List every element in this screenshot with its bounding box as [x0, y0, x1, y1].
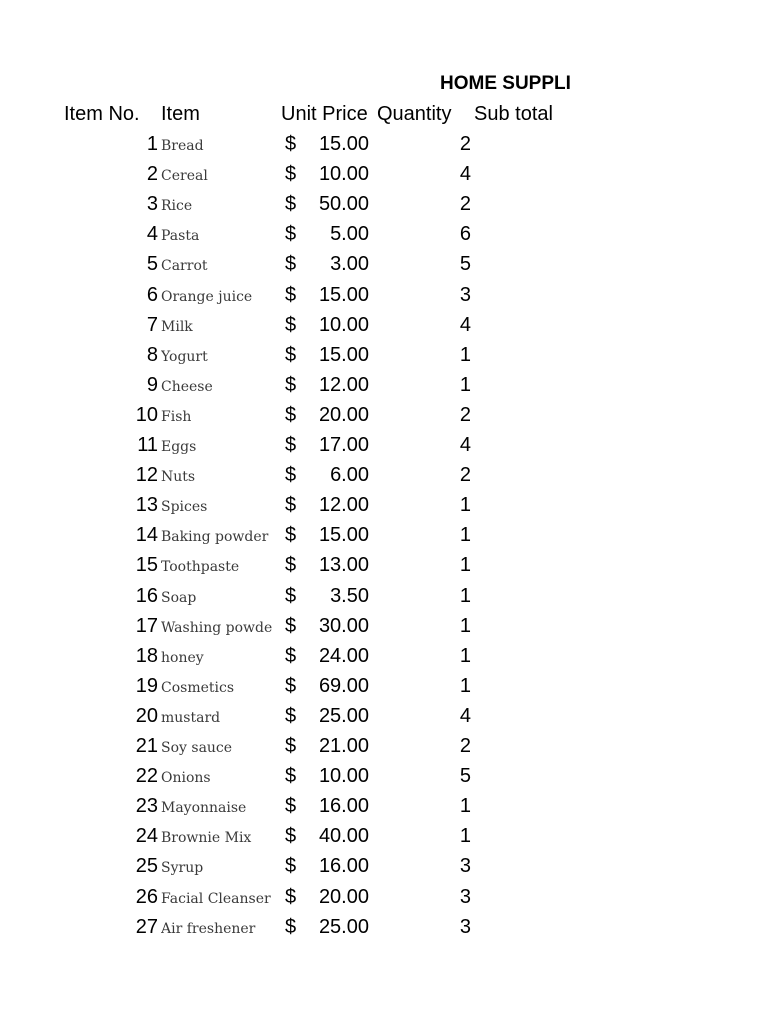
item-name: Toothpaste — [161, 559, 240, 576]
item-name: Spices — [161, 499, 208, 516]
item-name: Facial Cleanser — [161, 890, 271, 907]
table-row — [0, 133, 768, 163]
item-number: 8 — [146, 343, 158, 366]
table-row — [0, 585, 768, 615]
item-number: 21 — [135, 735, 158, 757]
currency-symbol: $ — [285, 765, 297, 788]
unit-price: 16.00 — [318, 795, 369, 818]
unit-price: 17.00 — [318, 434, 369, 456]
item-number: 11 — [137, 434, 158, 456]
unit-price: 25.00 — [318, 704, 369, 727]
currency-symbol: $ — [285, 313, 297, 336]
item-name: Washing powde — [161, 619, 273, 636]
quantity: 5 — [459, 253, 471, 276]
item-name: Carrot — [161, 258, 208, 275]
table-row — [0, 253, 768, 283]
quantity: 1 — [459, 494, 471, 517]
header-item: Item — [161, 103, 200, 125]
currency-symbol: $ — [285, 825, 297, 848]
header-sub-total: Sub total — [474, 103, 553, 125]
unit-price: 10.00 — [318, 163, 369, 186]
quantity: 1 — [459, 584, 471, 607]
quantity: 3 — [459, 283, 471, 306]
unit-price: 21.00 — [318, 735, 369, 757]
currency-symbol: $ — [285, 343, 297, 366]
table-row — [0, 524, 768, 554]
unit-price: 20.00 — [318, 403, 369, 426]
currency-symbol: $ — [285, 584, 297, 607]
quantity: 6 — [459, 223, 471, 246]
item-number: 23 — [135, 795, 158, 818]
quantity: 3 — [459, 855, 471, 878]
currency-symbol: $ — [285, 494, 297, 517]
currency-symbol: $ — [285, 674, 297, 697]
currency-symbol: $ — [285, 524, 297, 547]
item-number: 24 — [135, 825, 158, 848]
table-row — [0, 735, 768, 765]
unit-price: 40.00 — [318, 825, 369, 848]
unit-price: 50.00 — [318, 193, 369, 216]
quantity: 4 — [459, 163, 471, 186]
item-name: Soy sauce — [161, 740, 233, 756]
table-row — [0, 886, 768, 916]
table-row — [0, 645, 768, 675]
item-number: 1 — [146, 133, 158, 155]
unit-price: 15.00 — [318, 524, 369, 547]
item-number: 2 — [146, 163, 158, 186]
unit-price: 12.00 — [318, 494, 369, 517]
item-name: Fish — [161, 408, 192, 425]
quantity: 2 — [459, 464, 471, 487]
currency-symbol: $ — [285, 163, 297, 186]
unit-price: 15.00 — [318, 343, 369, 366]
item-number: 18 — [135, 644, 158, 667]
quantity: 2 — [459, 133, 471, 155]
unit-price: 16.00 — [318, 855, 369, 878]
unit-price: 15.00 — [318, 133, 369, 155]
item-number: 5 — [146, 253, 158, 276]
table-row — [0, 795, 768, 825]
item-number: 22 — [135, 765, 158, 788]
quantity: 1 — [459, 524, 471, 547]
unit-price: 13.00 — [318, 554, 369, 577]
table-row — [0, 855, 768, 885]
item-name: Orange juice — [161, 288, 253, 305]
header-quantity: Quantity — [377, 103, 452, 125]
currency-symbol: $ — [285, 735, 297, 757]
item-name: Baking powder — [161, 529, 269, 546]
currency-symbol: $ — [285, 373, 297, 396]
table-row — [0, 193, 768, 223]
item-name: Cheese — [161, 378, 213, 395]
item-number: 20 — [135, 704, 158, 727]
currency-symbol: $ — [285, 554, 297, 577]
table-row — [0, 825, 768, 855]
currency-symbol: $ — [285, 283, 297, 306]
quantity: 1 — [459, 825, 471, 848]
item-name: Mayonnaise — [161, 800, 247, 817]
quantity: 4 — [459, 704, 471, 727]
quantity: 2 — [459, 403, 471, 426]
item-number: 10 — [135, 403, 158, 426]
unit-price: 69.00 — [318, 674, 369, 697]
table-row — [0, 434, 768, 464]
table-row — [0, 344, 768, 374]
header-item-no: Item No. — [64, 103, 140, 125]
unit-price: 24.00 — [318, 644, 369, 667]
item-number: 27 — [135, 915, 158, 938]
table-row — [0, 284, 768, 314]
currency-symbol: $ — [285, 855, 297, 878]
item-name: Onions — [161, 770, 211, 787]
unit-price: 30.00 — [318, 614, 369, 637]
item-number: 7 — [146, 313, 158, 336]
currency-symbol: $ — [285, 253, 297, 276]
item-number: 13 — [135, 494, 158, 517]
item-number: 26 — [135, 885, 158, 908]
table-row — [0, 765, 768, 795]
item-number: 25 — [135, 855, 158, 878]
quantity: 1 — [459, 343, 471, 366]
currency-symbol: $ — [285, 464, 297, 487]
item-name: honey — [161, 649, 204, 666]
currency-symbol: $ — [285, 403, 297, 426]
currency-symbol: $ — [285, 614, 297, 637]
table-row — [0, 374, 768, 404]
item-number: 16 — [135, 584, 158, 607]
item-number: 12 — [135, 464, 158, 487]
unit-price: 12.00 — [318, 373, 369, 396]
item-name: Air freshener — [161, 920, 256, 937]
table-row — [0, 404, 768, 434]
table-row — [0, 464, 768, 494]
unit-price: 20.00 — [318, 885, 369, 908]
currency-symbol: $ — [285, 133, 297, 155]
item-number: 15 — [135, 554, 158, 577]
table-row — [0, 554, 768, 584]
item-number: 3 — [146, 193, 158, 216]
quantity: 2 — [459, 735, 471, 757]
item-name: Eggs — [161, 439, 197, 455]
item-name: Brownie Mix — [161, 830, 252, 847]
quantity: 3 — [459, 915, 471, 938]
item-name: mustard — [161, 709, 221, 726]
item-name: Cereal — [161, 168, 208, 185]
table-row — [0, 494, 768, 524]
item-name: Bread — [161, 138, 204, 154]
item-name: Milk — [161, 318, 193, 335]
item-name: Yogurt — [161, 348, 208, 365]
unit-price: 10.00 — [318, 313, 369, 336]
table-row — [0, 615, 768, 645]
quantity: 1 — [459, 373, 471, 396]
sheet-title: HOME SUPPLI — [440, 73, 571, 94]
unit-price: 5.00 — [330, 223, 369, 246]
item-number: 19 — [135, 674, 158, 697]
unit-price: 6.00 — [330, 464, 369, 487]
unit-price: 25.00 — [318, 915, 369, 938]
table-row — [0, 163, 768, 193]
table-row — [0, 223, 768, 253]
quantity: 1 — [459, 644, 471, 667]
table-row — [0, 705, 768, 735]
currency-symbol: $ — [285, 193, 297, 216]
quantity: 1 — [459, 795, 471, 818]
currency-symbol: $ — [285, 644, 297, 667]
item-number: 14 — [135, 524, 158, 547]
item-number: 9 — [146, 373, 158, 396]
item-name: Pasta — [161, 228, 200, 245]
quantity: 1 — [459, 614, 471, 637]
item-name: Cosmetics — [161, 679, 235, 696]
currency-symbol: $ — [285, 795, 297, 818]
quantity: 2 — [459, 193, 471, 216]
currency-symbol: $ — [285, 704, 297, 727]
currency-symbol: $ — [285, 885, 297, 908]
table-row — [0, 314, 768, 344]
currency-symbol: $ — [285, 915, 297, 938]
unit-price: 3.50 — [330, 584, 369, 607]
unit-price: 15.00 — [318, 283, 369, 306]
quantity: 5 — [459, 765, 471, 788]
table-row — [0, 675, 768, 705]
item-name: Nuts — [161, 469, 196, 486]
unit-price: 10.00 — [318, 765, 369, 788]
item-number: 6 — [146, 283, 158, 306]
item-name: Rice — [161, 198, 193, 215]
currency-symbol: $ — [285, 223, 297, 246]
quantity: 4 — [459, 313, 471, 336]
quantity: 1 — [459, 674, 471, 697]
item-name: Syrup — [161, 860, 204, 877]
table-row — [0, 916, 768, 946]
item-name: Soap — [161, 589, 197, 606]
quantity: 4 — [459, 434, 471, 456]
unit-price: 3.00 — [330, 253, 369, 276]
header-unit-price: Unit Price — [281, 103, 368, 125]
item-number: 4 — [146, 223, 158, 246]
currency-symbol: $ — [285, 434, 297, 456]
quantity: 3 — [459, 885, 471, 908]
quantity: 1 — [459, 554, 471, 577]
item-number: 17 — [135, 614, 158, 637]
